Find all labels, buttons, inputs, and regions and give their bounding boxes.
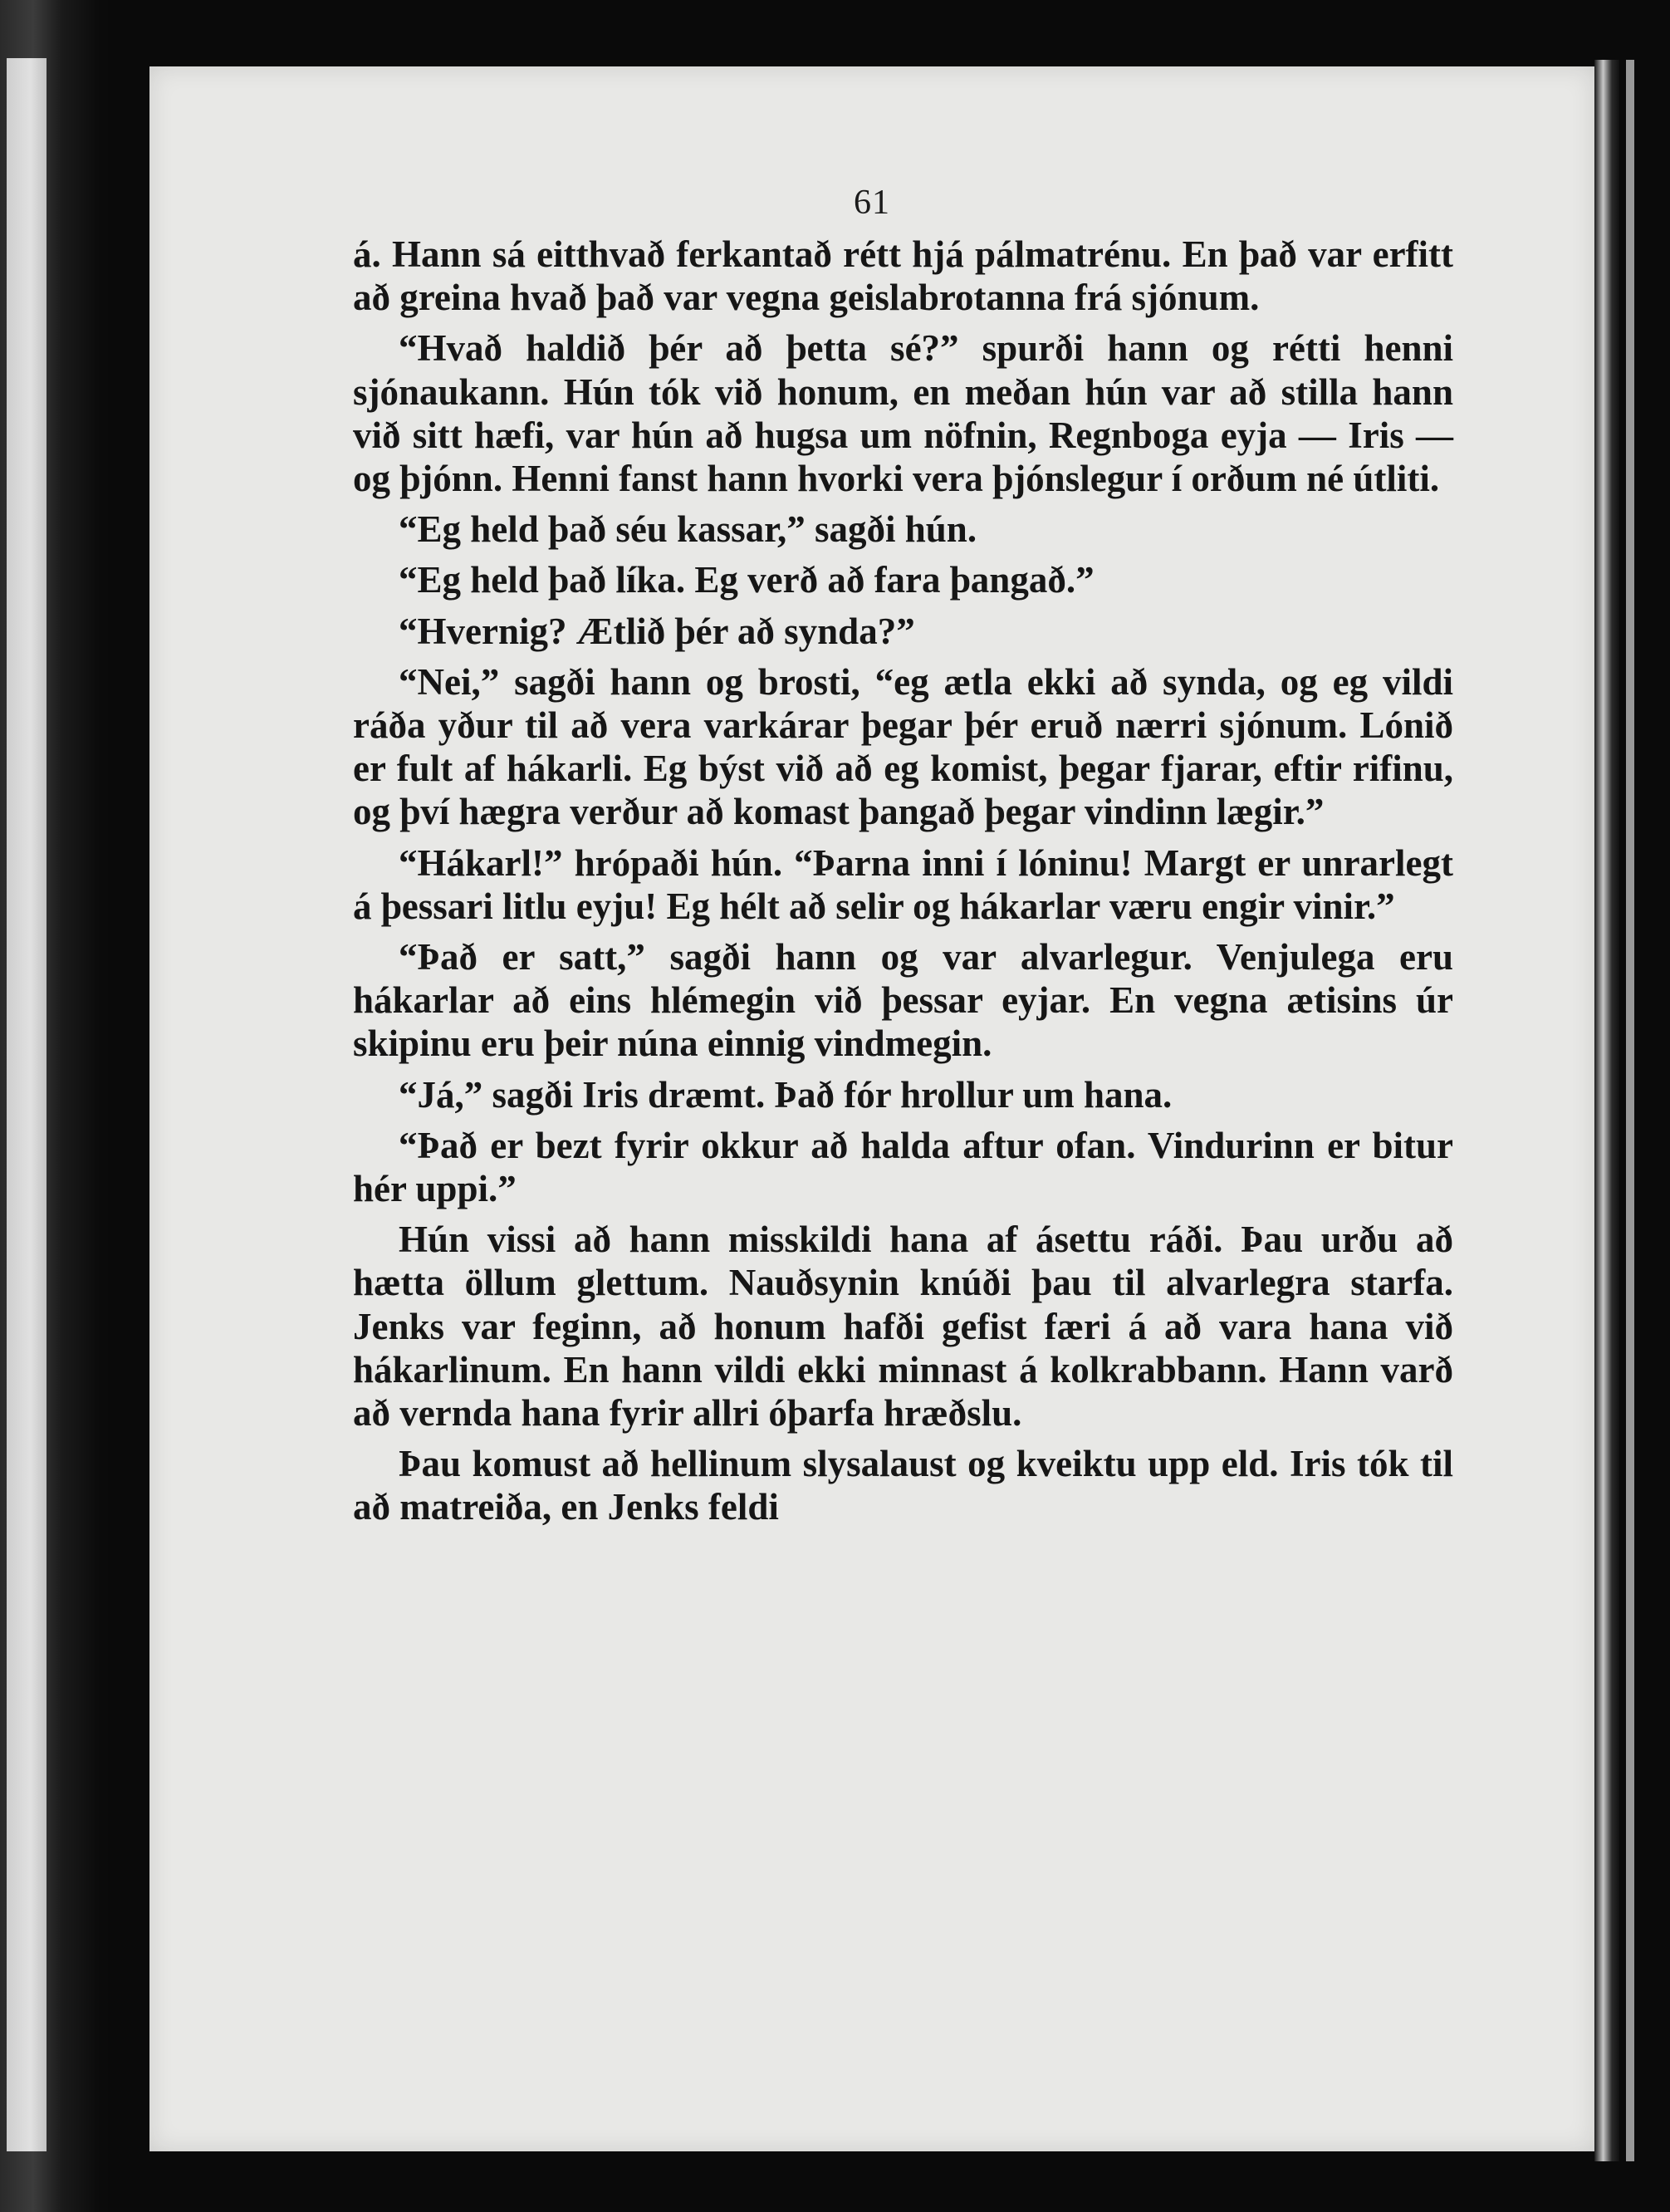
paragraph-4: “Eg held það líka. Eg verð að fara þangað.”: [399, 559, 1095, 601]
paragraph-5: “Hvernig? Ætlið þér að synda?”: [399, 610, 915, 652]
page-number: 61: [854, 184, 890, 222]
paragraph-3: “Eg held það séu kassar,” sagði hún.: [399, 508, 977, 551]
paragraph-8: “Það er satt,” sagði hann og var alvarlegur. Venjulega eru hákarlar að eins hlémegin við þessar eyjar. En vegna ætisins úr skipinu eru þeir núna einnig vindmegin.: [353, 936, 1453, 1065]
book-page: [149, 66, 1594, 2151]
facing-page-sliver: [7, 58, 47, 2151]
page-body: [353, 233, 1453, 1529]
right-page-edge: [1594, 60, 1619, 2161]
paragraph-10: “Það er bezt fyrir okkur að halda aftur ofan. Vindurinn er bitur hér uppi.”: [353, 1124, 1453, 1210]
paragraph-7: “Hákarl!” hrópaði hún. “Þarna inni í lóninu! Margt er unrarlegt á þessari litlu eyju! Eg hélt að selir og hákarlar væru engir vinir.”: [353, 841, 1453, 927]
paragraph-1: á. Hann sá eitthvað ferkantað rétt hjá pálmatrénu. En það var erfitt að greina hvað það var vegna geislabrotanna frá sjónum.: [353, 233, 1453, 319]
paragraph-2: “Hvað haldið þér að þetta sé?” spurði hann og rétti henni sjónaukann. Hún tók við honum, en meðan hún var að stilla hann við sitt hæfi, var hún að hugsa um nöfnin, Regnboga eyja — Iris — og þjónn. Henni fanst hann hvorki vera þjónslegur í orðum né útliti.: [353, 327, 1453, 500]
paragraph-6: “Nei,” sagði hann og brosti, “eg ætla ekki að synda, og eg vildi ráða yður til að vera varkárar þegar þér eruð nærri sjónum. Lónið er fult af hákarli. Eg býst við að eg komist, þegar fjarar, eftir rifinu, og því hægra verður að komast þangað þegar vindinn lægir.”: [353, 660, 1453, 833]
paragraph-9: “Já,” sagði Iris dræmt. Það fór hrollur um hana.: [399, 1073, 1173, 1116]
paragraph-12: Þau komust að hellinum slysalaust og kveiktu upp eld. Iris tók til að matreiða, en Jenks feldi: [353, 1443, 1453, 1528]
right-page-edge-inner: [1626, 60, 1634, 2161]
paragraph-11: Hún vissi að hann misskildi hana af ásettu ráði. Þau urðu að hætta öllum glettum. Nauðsynin knúði þau til alvarlegra starfa. Jenks var feginn, að honum hafði gefist færi á að vara hana við hákarlinum. En hann vildi ekki minnast á kolkrabbann. Hann varð að vernda hana fyrir allri óþarfa hræðslu.: [353, 1219, 1453, 1435]
